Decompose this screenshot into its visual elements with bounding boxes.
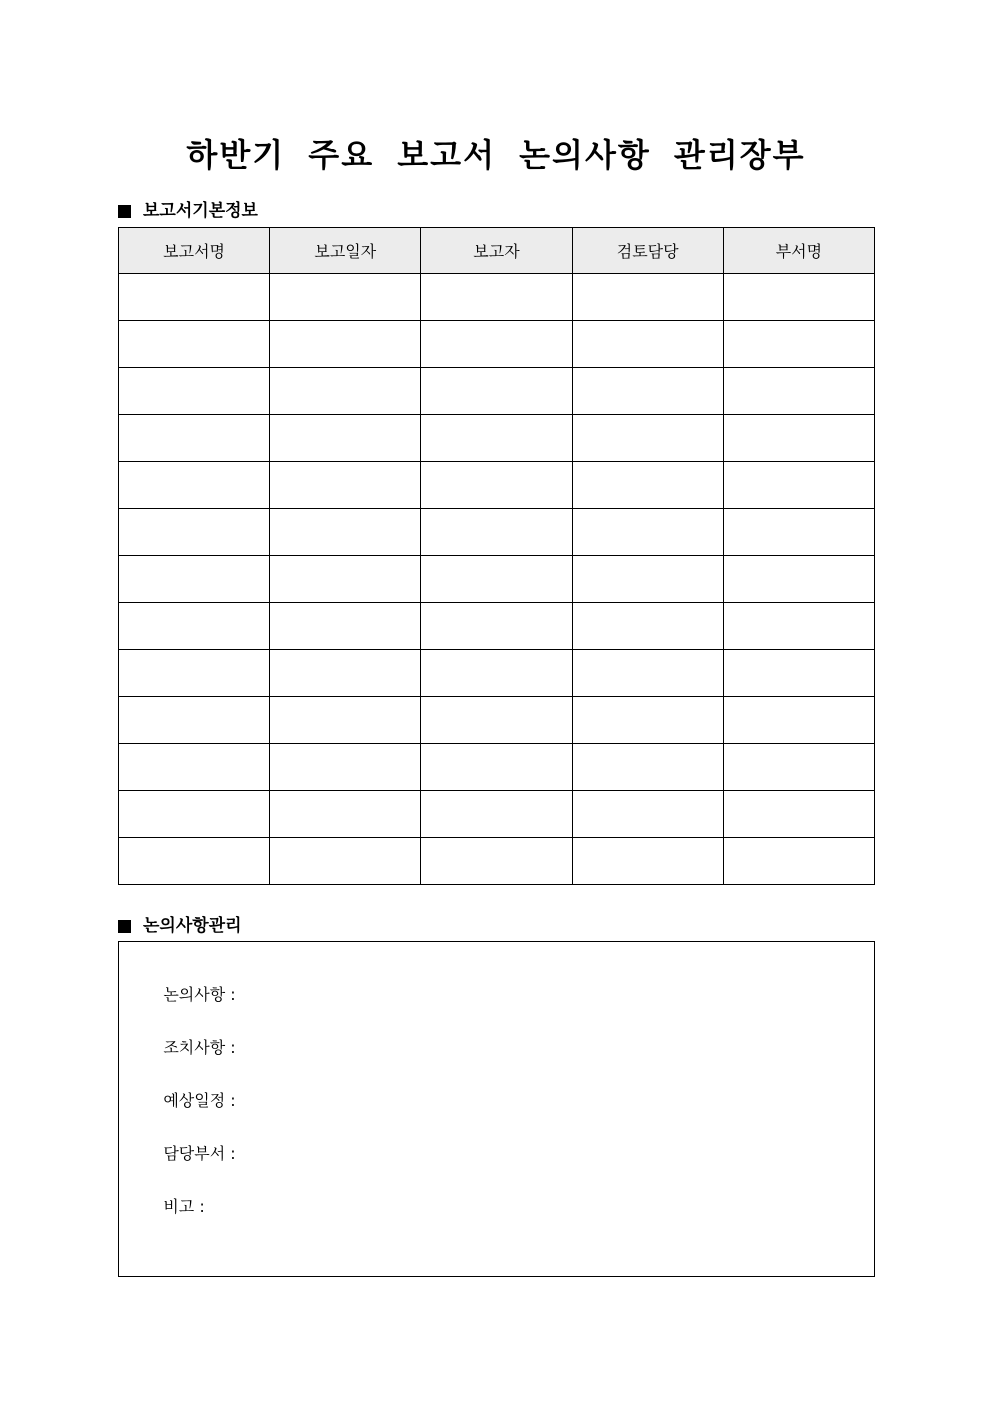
table-cell[interactable]	[119, 509, 270, 556]
table-cell[interactable]	[572, 368, 723, 415]
table-cell[interactable]	[572, 603, 723, 650]
field-separator: :	[230, 1091, 236, 1110]
field-label: 조치사항	[163, 1038, 226, 1057]
table-row	[119, 603, 875, 650]
table-cell[interactable]	[119, 791, 270, 838]
table-cell[interactable]	[723, 368, 874, 415]
field-label: 논의사항	[163, 985, 226, 1004]
column-header-report-name: 보고서명	[119, 228, 270, 274]
table-cell[interactable]	[572, 838, 723, 885]
table-cell[interactable]	[119, 368, 270, 415]
table-cell[interactable]	[421, 462, 572, 509]
table-cell[interactable]	[572, 556, 723, 603]
square-bullet-icon	[118, 205, 131, 218]
column-header-reviewer: 검토담당	[572, 228, 723, 274]
table-cell[interactable]	[723, 415, 874, 462]
table-cell[interactable]	[421, 274, 572, 321]
basic-info-heading	[118, 200, 258, 222]
table-cell[interactable]	[421, 603, 572, 650]
table-header-row	[119, 228, 875, 274]
table-cell[interactable]	[270, 274, 421, 321]
table-cell[interactable]	[723, 744, 874, 791]
table-row	[119, 556, 875, 603]
field-separator: :	[230, 1144, 236, 1163]
table-cell[interactable]	[421, 744, 572, 791]
table-cell[interactable]	[270, 368, 421, 415]
table-row	[119, 650, 875, 697]
table-cell[interactable]	[119, 462, 270, 509]
table-cell[interactable]	[119, 603, 270, 650]
table-cell[interactable]	[572, 274, 723, 321]
table-row	[119, 744, 875, 791]
table-cell[interactable]	[270, 556, 421, 603]
table-cell[interactable]	[723, 838, 874, 885]
table-row	[119, 415, 875, 462]
table-cell[interactable]	[270, 744, 421, 791]
table-cell[interactable]	[421, 791, 572, 838]
table-cell[interactable]	[119, 556, 270, 603]
table-cell[interactable]	[119, 744, 270, 791]
table-cell[interactable]	[270, 697, 421, 744]
table-cell[interactable]	[119, 274, 270, 321]
table-cell[interactable]	[270, 650, 421, 697]
table-cell[interactable]	[723, 274, 874, 321]
table-cell[interactable]	[270, 321, 421, 368]
table-cell[interactable]	[572, 791, 723, 838]
basic-info-table-body	[119, 274, 875, 885]
field-label: 예상일정	[163, 1091, 226, 1110]
table-cell[interactable]	[119, 697, 270, 744]
table-cell[interactable]	[270, 838, 421, 885]
column-header-report-date: 보고일자	[270, 228, 421, 274]
table-cell[interactable]	[119, 650, 270, 697]
table-cell[interactable]	[723, 603, 874, 650]
table-cell[interactable]	[421, 556, 572, 603]
table-cell[interactable]	[723, 462, 874, 509]
basic-info-heading-label: 보고서기본정보	[143, 201, 258, 221]
table-row	[119, 274, 875, 321]
table-cell[interactable]	[723, 321, 874, 368]
column-header-reporter: 보고자	[421, 228, 572, 274]
discussion-heading	[118, 915, 242, 937]
table-row	[119, 791, 875, 838]
table-cell[interactable]	[119, 321, 270, 368]
field-separator: :	[230, 1038, 236, 1057]
table-row	[119, 509, 875, 556]
field-label: 비고	[163, 1197, 195, 1216]
field-separator: :	[230, 985, 236, 1004]
table-cell[interactable]	[572, 744, 723, 791]
table-row	[119, 321, 875, 368]
field-separator: :	[199, 1197, 205, 1216]
table-cell[interactable]	[270, 415, 421, 462]
column-header-department: 부서명	[723, 228, 874, 274]
table-cell[interactable]	[723, 791, 874, 838]
table-cell[interactable]	[421, 321, 572, 368]
field-remarks[interactable]	[143, 1174, 210, 1240]
table-cell[interactable]	[723, 697, 874, 744]
table-cell[interactable]	[572, 462, 723, 509]
table-cell[interactable]	[270, 603, 421, 650]
table-cell[interactable]	[723, 556, 874, 603]
table-cell[interactable]	[723, 650, 874, 697]
table-cell[interactable]	[572, 321, 723, 368]
table-cell[interactable]	[572, 509, 723, 556]
table-cell[interactable]	[270, 462, 421, 509]
table-cell[interactable]	[421, 509, 572, 556]
table-cell[interactable]	[270, 791, 421, 838]
table-row	[119, 368, 875, 415]
field-label: 담당부서	[163, 1144, 226, 1163]
square-bullet-icon	[118, 920, 131, 933]
table-row	[119, 838, 875, 885]
basic-info-table	[118, 227, 875, 885]
table-row	[119, 697, 875, 744]
table-cell[interactable]	[572, 650, 723, 697]
discussion-heading-label: 논의사항관리	[143, 916, 242, 936]
table-cell[interactable]	[572, 415, 723, 462]
table-cell[interactable]	[421, 415, 572, 462]
table-cell[interactable]	[572, 697, 723, 744]
table-row	[119, 462, 875, 509]
table-cell[interactable]	[119, 838, 270, 885]
discussion-box	[118, 941, 875, 1277]
page-title: 하반기 주요 보고서 논의사항 관리장부	[186, 136, 806, 174]
table-cell[interactable]	[421, 838, 572, 885]
table-cell[interactable]	[270, 509, 421, 556]
table-cell[interactable]	[421, 697, 572, 744]
table-cell[interactable]	[421, 650, 572, 697]
table-cell[interactable]	[119, 415, 270, 462]
table-cell[interactable]	[723, 509, 874, 556]
table-cell[interactable]	[421, 368, 572, 415]
